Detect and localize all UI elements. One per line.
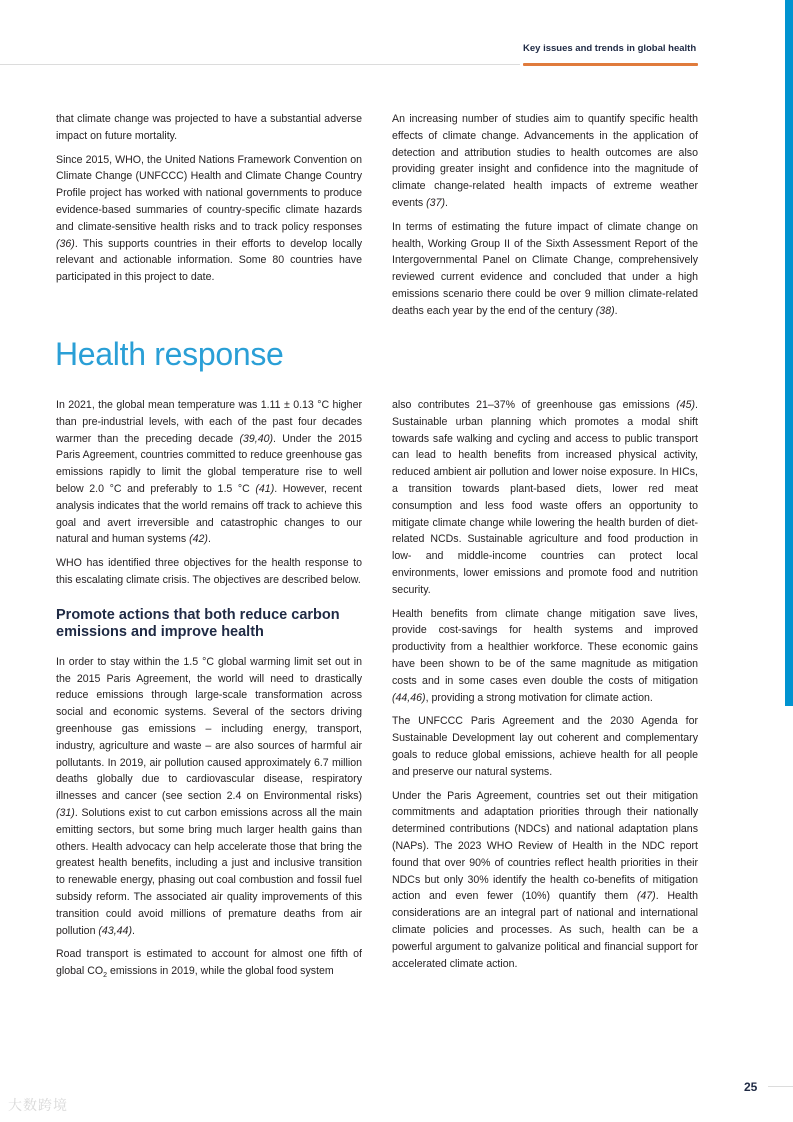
citation: (31) [56,806,75,819]
paragraph: WHO has identified three objectives for the health response to this escalating climate crisis. The objectives are described below. [56,557,362,586]
page-number: 25 [744,1080,758,1094]
top-right-column [392,111,698,320]
subscript: 2 [103,972,108,980]
paragraph: An increasing number of studies aim to quantify specific health effects of climate change. Advancements in the application of detection and attribution studies to health outcomes are also providing greater insight and confidence into the magnitude of climate change-related health impacts of extreme weather events (37). [392,113,698,209]
citation: (41) [255,482,275,495]
citation: (45) [676,399,696,411]
running-header-title: Key issues and trends in global health [523,43,697,54]
running-header-underline [523,63,698,66]
top-left-column [56,111,362,286]
paragraph: Under the Paris Agreement, countries set out their mitigation commitments and adaptation priorities through their nationally determined contributions (NDCs) and national adaptation plans (NAPs). The 2023 WHO Review of Health in the NDC report found that over 90% of countries reflect health priorities in their NDCs but only 30% identify the health co-benefits of mitigation action and even fewer (10%) quantify them (47). Health considerations are an integral part of national and international climate policies and processes. As such, health can be a powerful argument to galvanize political and financial support for accelerated climate action. [392,789,698,970]
main-left-column [56,397,362,985]
paragraph: also contributes 21–37% of greenhouse gas emissions (45). Sustainable urban planning which promotes a modal shift towards safe walking and cycling and access to public transport can lead to health benefits from increased physical activity, reduced ambient air pollution and lower noise exposure. In HICs, a transition towards plant-based diets, lower red meat consumption and less food waste offers an opportunity to mitigate climate change while lowering the health burden of diet-related NCDs. Sustainable agriculture and food production in low- and middle-income countries can protect local environments, lower emissions and promote food and nutrition security. [392,399,698,596]
paragraph: Since 2015, WHO, the United Nations Framework Convention on Climate Change (UNFCCC) Health and Climate Change Country Profile project has worked with national governments to produce evidence-based summaries of country-specific climate hazards and climate-sensitive health risks and to track policy responses (36). This supports countries in their efforts to develop locally relevant and actionable information. Some 80 countries have participated in this project to date. [56,153,362,284]
paragraph: Health benefits from climate change mitigation save lives, provide cost-savings for health systems and improved productivity from a healthier workforce. These economic gains have been shown to be of the same magnitude as mitigation costs and in some cases even double the costs of mitigation (44,46), providing a strong motivation for climate action. [392,607,698,704]
section-title: Health response [55,336,284,372]
paragraph: Road transport is estimated to account for almost one fifth of global $CO_2$ emissions in 2019, while the global food system [56,948,362,980]
citation: (38) [595,304,615,317]
chapter-side-tab [785,0,793,706]
paragraph: The UNFCCC Paris Agreement and the 2030 Agenda for Sustainable Development lay out coherent and complementary goals to reduce global emissions, achieve health for all people and preserve our natural systems. [392,715,698,778]
footer-rule [768,1086,793,1087]
citation: (36) [56,237,75,250]
citation: (39,40) [239,432,274,445]
paragraph: that climate change was projected to have a substantial adverse impact on future mortality. [56,113,362,142]
watermark-logo: 大数跨境 [8,1097,68,1113]
citation: (47) [636,890,656,903]
citation: (42) [189,533,208,546]
paragraph: In 2021, the global mean temperature was 1.11 ± 0.13 °C higher than pre-industrial levels, with each of the past four decades warmer than the preceding decade (39,40). Under the 2015 Paris Agreement, countries committed to reduce greenhouse gas emissions rapidly to limit the global temperature rise to well below 2.0 °C and preferably to 1.5 °C (41). However, recent analysis indicates that the world remains off track to achieve this goal and avert irreversible and catastrophic changes to our natural and human systems (42). [56,399,362,546]
paragraph: In order to stay within the 1.5 °C global warming limit set out in the 2015 Paris Agreement, the world will need to drastically reduce emissions through large-scale transformation across social and economic systems. Several of the sectors driving greenhouse gas emissions – including energy, transport, industry, agriculture and waste – are also sources of harmful air pollutants. In 2019, air pollution caused approximately 6.7 million deaths globally due to cardiovascular disease, respiratory illnesses and cancer (see section 2.4 on Environmental risks) (31). Solutions exist to cut carbon emissions across all the main emitting sectors, but some bring much larger health gains than others. Health advocacy can help accelerate those that bring the greatest health benefits, including a just and inclusive transition to renewable energy, phasing out coal combustion and fossil fuel subsidy reform. The associated air quality improvements of this transition could avoid millions of premature deaths from air pollution (43,44). [56,655,362,937]
header-rule [0,64,520,65]
citation: (44,46) [392,691,426,704]
citation: (37) [426,196,445,209]
paragraph: In terms of estimating the future impact of climate change on health, Working Group II of the Sixth Assessment Report of the Intergovernmental Panel on Climate Change, comprehensively reviewed current evidence and concluded that under a high emissions scenario there could be over 9 million climate-related deaths each year by the end of the century (38). [392,220,698,317]
subheading: Promote actions that both reduce carbon emissions and improve health [56,606,340,641]
main-right-column [392,397,698,972]
citation: (43,44) [98,924,132,937]
